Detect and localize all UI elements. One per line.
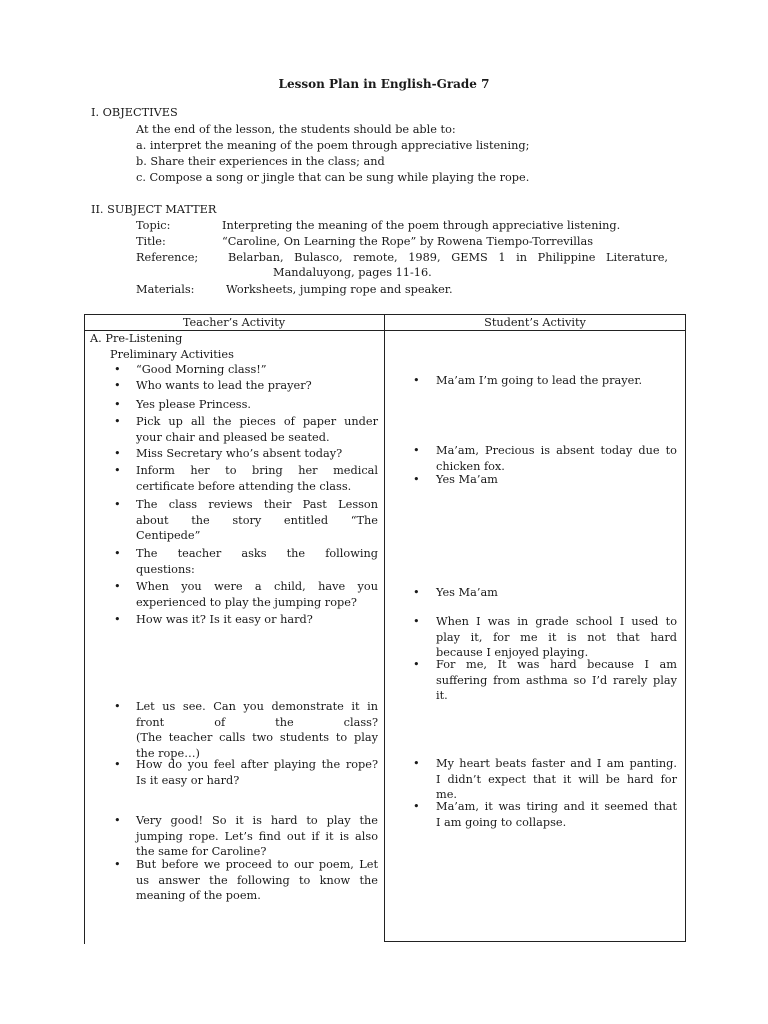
subject-matter-heading: II. SUBJECT MATTER	[91, 203, 217, 216]
teacher-activity-item-line: your chair and pleased be seated.	[136, 430, 330, 444]
student-activity-item-line: I am going to collapse.	[436, 815, 567, 829]
teacher-activity-item-line: the rope…)	[136, 746, 200, 760]
bullet-icon: •	[114, 858, 121, 871]
bullet-icon: •	[413, 800, 420, 813]
bullet-icon: •	[114, 758, 121, 771]
student-activity-item-line: When I was in grade school I used to	[436, 615, 677, 628]
bullet-icon: •	[114, 447, 121, 460]
teacher-activity-item-line: jumping rope. Let’s find out if it is also	[136, 829, 378, 843]
teacher-activity-item-line: experienced to play the jumping rope?	[136, 595, 357, 609]
bullet-icon: •	[114, 580, 121, 593]
teacher-activity-item-line: Yes please Princess.	[136, 398, 251, 411]
bullet-icon: •	[413, 757, 420, 770]
objective-item-b: b. Share their experiences in the class; and	[136, 155, 385, 168]
student-activity-item-line: Ma’am, Precious is absent today due to	[436, 444, 677, 457]
bullet-icon: •	[114, 547, 121, 560]
student-activity-item-line: because I enjoyed playing.	[436, 646, 589, 659]
bullet-icon: •	[114, 464, 121, 477]
bullet-icon: •	[114, 613, 121, 626]
teacher-activity-item-line: Centipede”	[136, 529, 201, 542]
student-activity-item-line: play it, for me it is not that hard	[436, 630, 677, 644]
teacher-activity-header: Teacher’s Activity	[182, 316, 286, 329]
table-column-divider	[384, 314, 385, 942]
teacher-activity-item-line: Is it easy or hard?	[136, 773, 240, 787]
title-value: “Caroline, On Learning the Rope” by Rowena Tiempo-Torrevillas	[222, 235, 594, 248]
teacher-activity-item-line: Pick up all the pieces of paper under	[136, 415, 378, 428]
teacher-activity-item-line: meaning of the poem.	[136, 889, 261, 902]
student-activity-item-line: me.	[436, 788, 457, 801]
teacher-activity-item-line: Miss Secretary who’s absent today?	[136, 447, 343, 460]
student-activity-item-line: For me, It was hard because I am	[436, 658, 677, 671]
reference-value-line1: Belarban, Bulasco, remote, 1989, GEMS 1 in Philippine Literature,	[228, 251, 668, 264]
student-activity-item-line: Yes Ma’am	[436, 473, 498, 486]
objectives-intro: At the end of the lesson, the students should be able to:	[136, 123, 456, 136]
student-activity-item-line: suffering from asthma so I’d rarely play	[436, 673, 677, 687]
student-activity-item-line: Yes Ma’am	[436, 586, 498, 599]
reference-label: Reference;	[136, 251, 199, 264]
bullet-icon: •	[413, 658, 420, 671]
materials-label: Materials:	[136, 283, 195, 296]
student-activity-item-line: I didn’t expect that it will be hard for	[436, 772, 677, 786]
teacher-activity-item-line: Very good! So it is hard to play the	[136, 814, 378, 827]
bullet-icon: •	[114, 379, 121, 392]
teacher-activity-item-line: us answer the following to know the	[136, 873, 378, 887]
bullet-icon: •	[413, 473, 420, 486]
bullet-icon: •	[413, 444, 420, 457]
bullet-icon: •	[413, 586, 420, 599]
table-student-bottom-border	[384, 941, 686, 942]
student-activity-item-line: Ma’am, it was tiring and it seemed that	[436, 800, 677, 813]
preliminary-activities-label: Preliminary Activities	[110, 348, 234, 361]
bullet-icon: •	[114, 398, 121, 411]
teacher-activity-item-line: Inform her to bring her medical	[136, 464, 378, 477]
bullet-icon: •	[114, 415, 121, 428]
objective-item-a: a. interpret the meaning of the poem through appreciative listening;	[136, 139, 530, 152]
objective-item-c: c. Compose a song or jingle that can be sung while playing the rope.	[136, 171, 530, 184]
bullet-icon: •	[114, 814, 121, 827]
reference-value-line2: Mandaluyong, pages 11-16.	[273, 266, 432, 279]
objectives-heading: I. OBJECTIVES	[91, 106, 178, 119]
teacher-activity-item-line: (The teacher calls two students to play	[136, 731, 378, 744]
teacher-activity-item-line: Who wants to lead the prayer?	[136, 379, 312, 392]
teacher-activity-item-line: But before we proceed to our poem, Let	[136, 858, 378, 871]
teacher-activity-item-line: “Good Morning class!”	[136, 363, 267, 376]
student-activity-item-line: Ma’am I’m going to lead the prayer.	[436, 374, 643, 387]
topic-label: Topic:	[136, 219, 171, 232]
teacher-activity-item-line: Let us see. Can you demonstrate it in	[136, 700, 378, 713]
bullet-icon: •	[413, 374, 420, 387]
pre-listening-label: A. Pre-Listening	[90, 332, 183, 345]
student-activity-item-line: it.	[436, 689, 448, 702]
table-left-border	[84, 314, 85, 944]
teacher-activity-item-line: certificate before attending the class.	[136, 479, 352, 493]
teacher-activity-item-line: The class reviews their Past Lesson	[136, 498, 378, 511]
teacher-activity-item-line: questions:	[136, 562, 195, 576]
teacher-activity-item-line: When you were a child, have you	[136, 580, 378, 593]
topic-value: Interpreting the meaning of the poem through appreciative listening.	[222, 219, 621, 232]
teacher-activity-item-line: the same for Caroline?	[136, 845, 267, 858]
teacher-activity-item-line: front of the class?	[136, 715, 378, 729]
bullet-icon: •	[413, 615, 420, 628]
page-title: Lesson Plan in English-Grade 7	[278, 77, 490, 91]
bullet-icon: •	[114, 700, 121, 713]
materials-value: Worksheets, jumping rope and speaker.	[226, 283, 453, 296]
title-label: Title:	[136, 235, 166, 248]
teacher-activity-item-line: The teacher asks the following	[136, 547, 378, 560]
student-activity-header: Student’s Activity	[484, 316, 586, 329]
table-right-border	[685, 314, 686, 942]
teacher-activity-item-line: How was it? Is it easy or hard?	[136, 613, 313, 626]
bullet-icon: •	[114, 363, 121, 376]
student-activity-item-line: chicken fox.	[436, 459, 505, 473]
student-activity-item-line: My heart beats faster and I am panting.	[436, 757, 677, 770]
teacher-activity-item-line: about the story entitled “The	[136, 513, 378, 527]
teacher-activity-item-line: How do you feel after playing the rope?	[136, 758, 378, 771]
bullet-icon: •	[114, 498, 121, 511]
